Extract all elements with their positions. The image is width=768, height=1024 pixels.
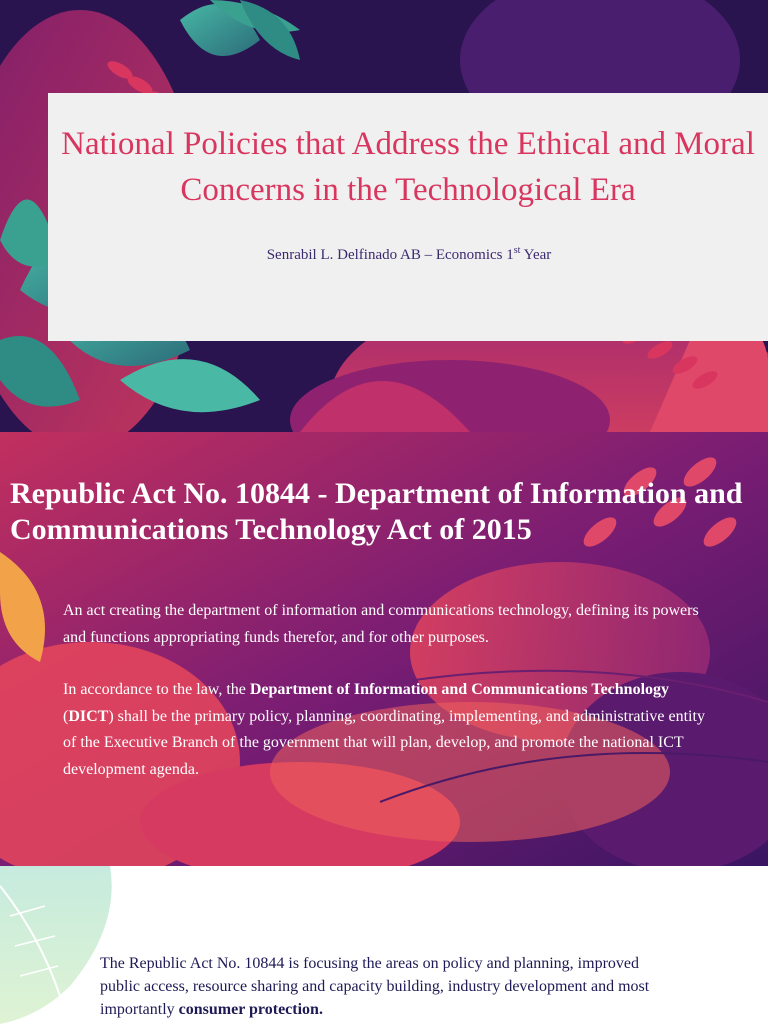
- byline-text: Senrabil L. Delfinado AB – Economics 1: [266, 247, 514, 263]
- dict-paragraph: [63, 677, 713, 783]
- focus-areas-list: The Republic Act No. 10844 is focusing the areas on policy and planning, improved public access, resource sharing and capacity building, industry development and most importantly: [100, 955, 650, 1018]
- consumer-protection-emphasis: consumer protection.: [178, 1001, 323, 1018]
- focus-areas-text: [100, 952, 660, 1021]
- byline-tail: Year: [520, 247, 552, 263]
- title-box: [48, 93, 768, 341]
- dict-full-name: Department of Information and Communications Technology: [249, 681, 670, 698]
- act-title: Republic Act No. 10844 - Department of Information and Communications Technology Act of 2015: [10, 477, 743, 546]
- title-slide: [0, 0, 768, 432]
- act-description: [63, 598, 713, 783]
- dict-intro: In accordance to the law, the: [63, 681, 250, 698]
- dict-acronym: DICT: [68, 707, 109, 725]
- byline-ordinal-suffix: st: [513, 245, 521, 256]
- author-byline: [0, 245, 768, 264]
- focus-areas-slide: [0, 866, 768, 1024]
- dict-mandate: ) shall be the primary policy, planning, coordinating, implementing, and administrative entity of the Executive Branch of the government that will plan, develop, and promote the national ICT development agenda.: [63, 707, 705, 778]
- ra-10844-slide: [0, 432, 768, 866]
- paren-open: (: [63, 707, 69, 725]
- presentation-title: National Policies that Address the Ethical and Moral Concerns in the Technological Era: [61, 126, 755, 208]
- act-summary-paragraph: An act creating the department of information and communications technology, defining its powers and functions appropriating funds therefor, and for other purposes.: [63, 602, 699, 646]
